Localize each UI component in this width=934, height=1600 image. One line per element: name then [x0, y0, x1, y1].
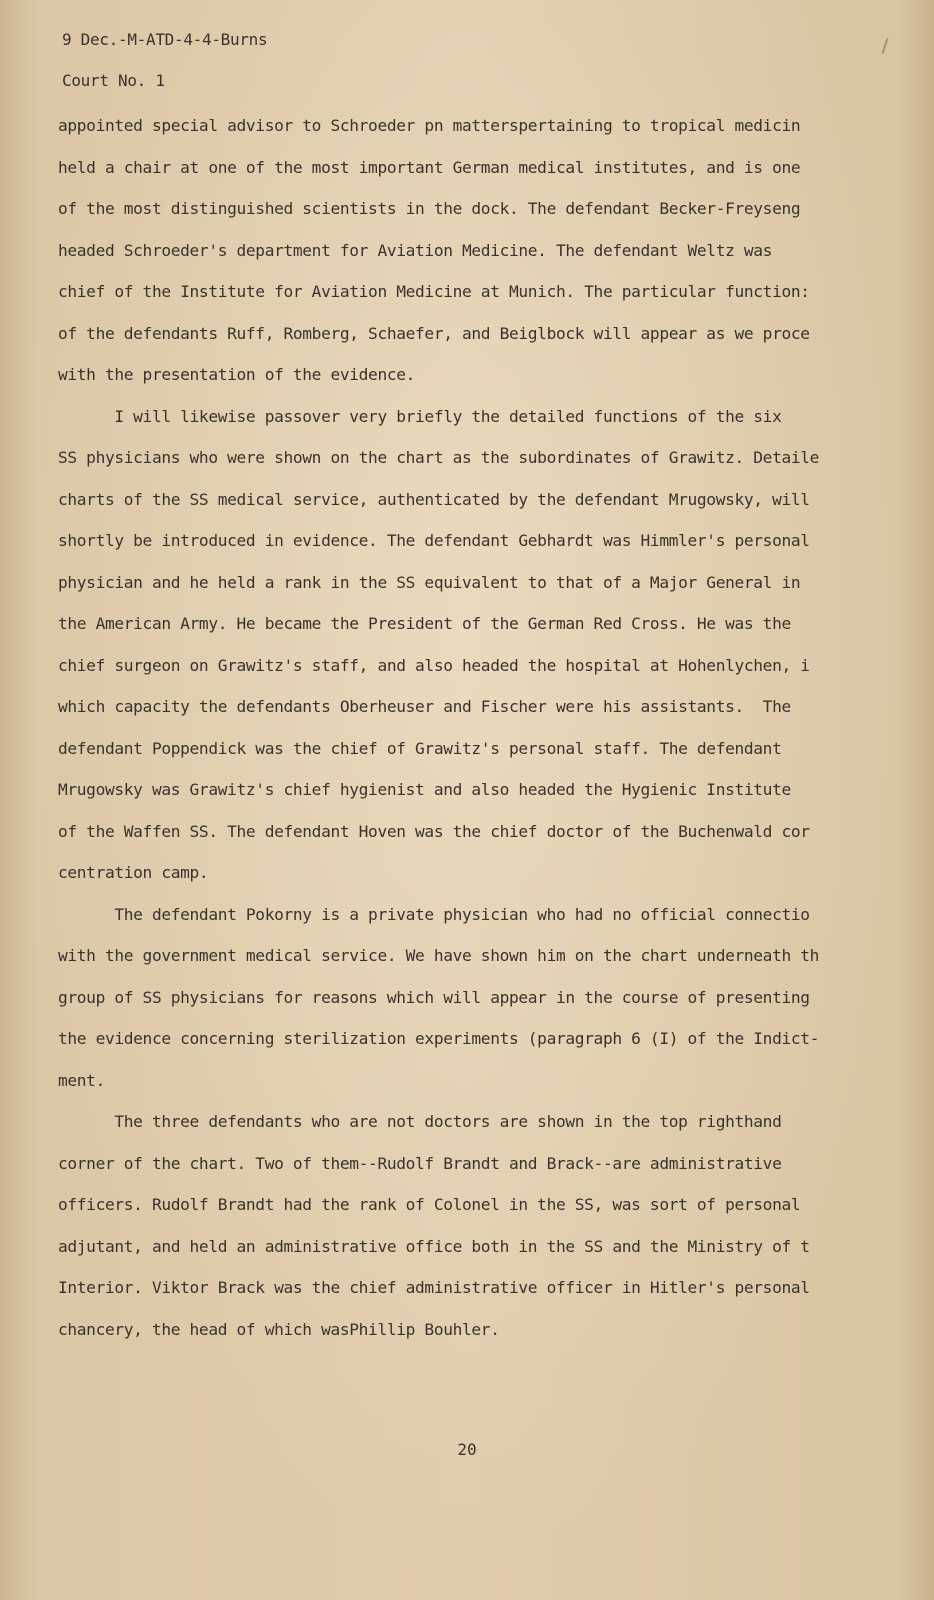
text-line: Interior. Viktor Brack was the chief administrative officer in Hitler's personal [58, 1278, 810, 1297]
transcript-reference: 9 Dec.-M-ATD-4-4-Burns [62, 30, 268, 49]
text-line: group of SS physicians for reasons which will appear in the course of presenting [58, 987, 810, 1007]
text-line: with the presentation of the evidence. [58, 365, 416, 384]
text-line: with the government medical service. We have shown him on the chart underneath th [58, 946, 820, 965]
document-header [62, 30, 267, 91]
text-line: The defendant Pokorny is a private physician who had no official connectio [58, 904, 810, 924]
text-line: held a chair at one of the most important German medical institutes, and is one [58, 157, 801, 177]
text-line: defendant Poppendick was the chief of Grawitz's personal staff. The defendant [58, 738, 782, 758]
margin-pencil-mark [882, 38, 889, 54]
text-line: appointed special advisor to Schroeder pn matterspertaining to tropical medicin [58, 116, 801, 135]
text-line: adjutant, and held an administrative office both in the SS and the Ministry of t [58, 1236, 810, 1256]
text-line: headed Schroeder's department for Aviation Medicine. The defendant Weltz was [58, 240, 773, 260]
text-line: physician and he held a rank in the SS equivalent to that of a Major General in [58, 572, 801, 592]
text-line: SS physicians who were shown on the chart as the subordinates of Grawitz. Detaile [58, 448, 820, 467]
text-line: the evidence concerning sterilization experiments (paragraph 6 (I) of the Indict- [58, 1029, 820, 1048]
text-line: Mrugowsky was Grawitz's chief hygienist and also headed the Hygienic Institute [58, 780, 791, 799]
court-number: Court No. 1 [62, 71, 165, 90]
text-line: ment. [58, 1070, 105, 1090]
text-line: The three defendants who are not doctors are shown in the top righthand [58, 1112, 782, 1131]
page-number: 20 [457, 1440, 477, 1459]
text-line: of the Waffen SS. The defendant Hoven was the chief doctor of the Buchenwald cor [58, 821, 810, 841]
text-line: chief of the Institute for Aviation Medicine at Munich. The particular function: [58, 282, 810, 301]
text-line: which capacity the defendants Oberheuser and Fischer were his assistants. The [58, 697, 791, 716]
text-line: officers. Rudolf Brandt had the rank of Colonel in the SS, was sort of personal [58, 1195, 801, 1214]
text-line: of the defendants Ruff, Romberg, Schaefer, and Beiglbock will appear as we proce [58, 323, 810, 343]
text-line: centration camp. [58, 863, 209, 882]
text-line: chancery, the head of which wasPhillip Bouhler. [58, 1319, 500, 1339]
text-line: corner of the chart. Two of them--Rudolf Brandt and Brack--are administrative [58, 1153, 782, 1173]
text-line: I will likewise passover very briefly the detailed functions of the six [58, 406, 782, 426]
transcript-body [58, 116, 878, 1361]
text-line: of the most distinguished scientists in the dock. The defendant Becker-Freyseng [58, 199, 801, 218]
text-line: the American Army. He became the President of the German Red Cross. He was the [58, 614, 791, 633]
text-line: charts of the SS medical service, authenticated by the defendant Mrugowsky, will [58, 489, 810, 509]
text-line: chief surgeon on Grawitz's staff, and also headed the hospital at Hohenlychen, i [58, 655, 810, 675]
text-line: shortly be introduced in evidence. The defendant Gebhardt was Himmler's personal [58, 531, 810, 550]
